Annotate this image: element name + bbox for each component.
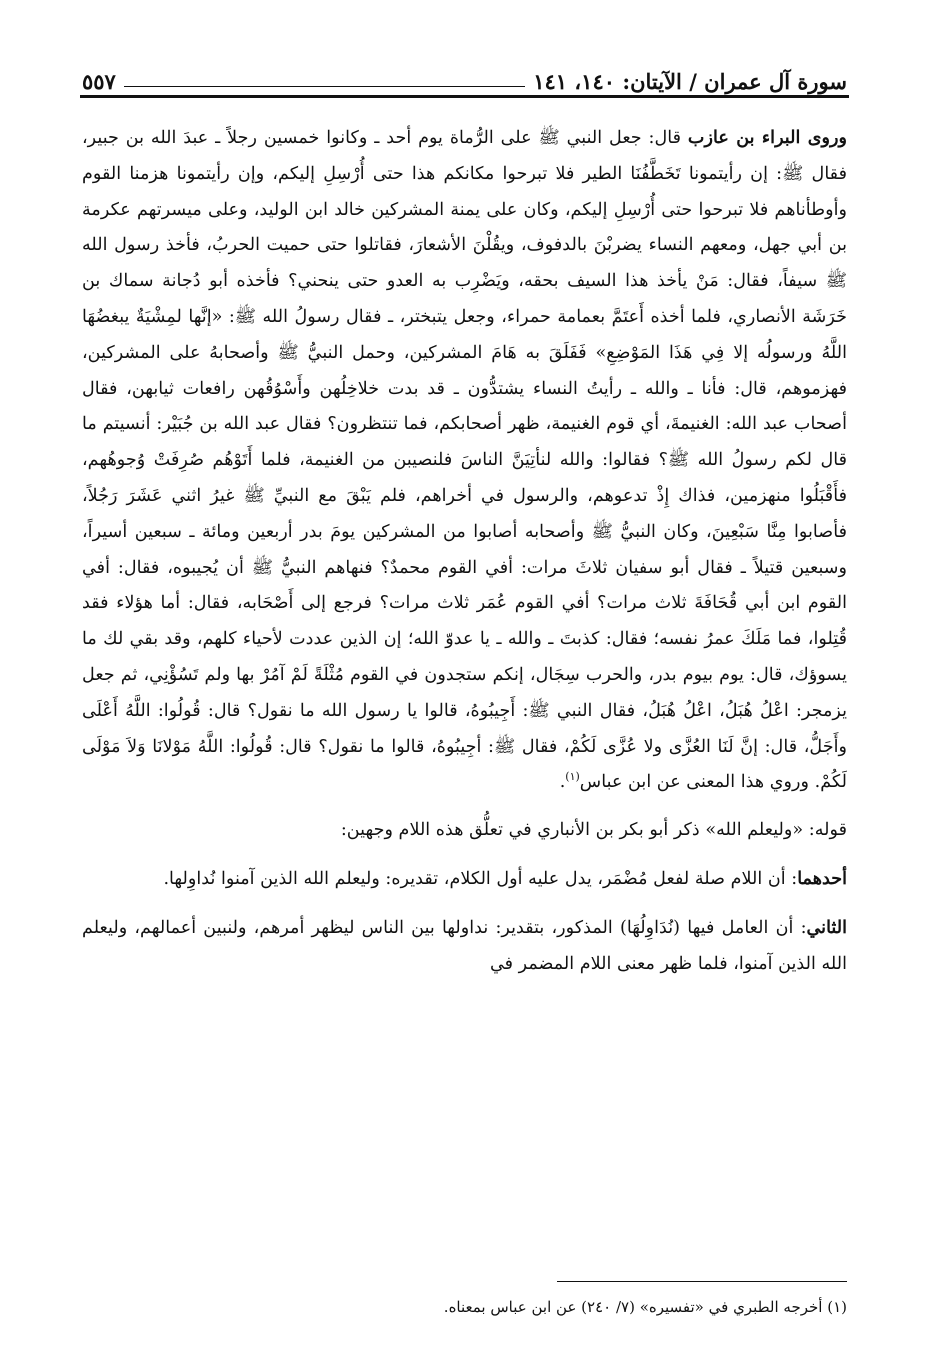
- paragraph-hadith: وروى البراء بن عازب قال: جعل النبي ﷺ على الرُّماة يوم أحد ـ وكانوا خمسين رجلاً ـ عبدَ الله بن جبير، فقال ﷺ: إن رأيتمونا تَخَطَّفُنَا الطير فلا تبرحوا مكانكم هذا حتى أُرْسِلِ إليكم، وإن رأيتمونا هزمنا القوم وأوطأناهم فلا تبرحوا حتى أُرْسِلِ إليكم، وكان على يمنة المشركين خالد ابن الوليد، وعلى ميسرتهم عكرمة بن أبي جهل، ومعهم النساء يضربْنَ بالدفوف، ويقُلْنَ الأشعارَ، فقاتلوا حتى حميت الحربُ، فأخذ رسول الله ﷺ سيفاً، فقال: مَنْ يأخذ هذا السيف بحقه، ويَضْرِب به العدو حتى ينحني؟ فأخذه أبو دُجانة سماك بن خَرَشَة الأنصاري، فلما أخذه أَعتَمَّ بعمامة حمراء، وجعل يتبختر، ـ فقال رسولُ الله ﷺ: «إنَّها لمِشْيَةٌ يبغضُهَا اللَّهُ ورسولُه إلا فِي هَذَا المَوْضِعِ» فَفَلَقَ به هَامَ المشركين، وحمل النبيُّ ﷺ وأصحابهُ على المشركين، فهزموهم، قال: فأنا ـ والله ـ رأيتُ النساء يشتدُّون ـ قد بدت خلاخِلُهن وأَسْوُقُهن رافعات ثيابهن، فقال أصحاب عبد الله: الغنيمةَ، أي قوم الغنيمة، ظهر أصحابكم، فما تنتظرون؟ فقال عبد الله بن جُبَيْر: أنسيتم ما قال لكم رسولُ الله ﷺ؟ فقالوا: والله لنأتِيَنَّ الناسَ فلنصيبن من الغنيمة، فلما أَتَوْهُم صُرِفَتْ وُجوهُهم، فأَقْبَلُوا منهزمين، فذاك إِذْ تدعوهم، والرسول في أخراهم، فلم يَبْقَ مع النبيِّ ﷺ غيرُ اثني عَشَرَ رَجُلاً، فأصابوا مِنَّا سَبْعِينَ، وكان النبيُّ ﷺ وأصحابه أصابوا من المشركين يومَ بدر أربعين ومائة ـ سبعين أسيراً، وسبعين قتيلاً ـ فقال أبو سفيان ثلاثَ مرات: أفي القوم محمدٌ؟ فنهاهم النبيُّ ﷺ أن يُجيبوه، فقال: أفي القوم ابن أبي قُحَافَةَ ثلاث مرات؟ أفي القوم عُمَر ثلاث مرات؟ فرجع إلى أَصْحَابه، فقال: أما هؤلاء فقد قُتِلوا، فما مَلَكَ عمرُ نفسه؛ فقال: كذبتَ ـ والله ـ يا عدوّ الله؛ إن الذين عددت لأحياء كلهم، وقد بقي لك ما يسوؤك، قال: يوم بيوم بدر، والحرب سِجَال، إنكم ستجدون في القوم مُثْلَةً لَمْ آمُرْ بها ولم تَسُؤْنِي، ثم جعل يزمجر: اعْلُ هُبَلُ، اعْلُ هُبَلُ، فقال النبي ﷺ: أَجِيبُوهُ، قالوا يا رسول الله ما نقول؟ قال: قُولُوا: اللَّهُ أَعْلَى وأَجَلُّ، قال: إنَّ لَنَا العُزَّى ولا عُزَّى لَكُمْ، فقال ﷺ: أجِيبُوهُ، قالوا ما نقول؟ قال: قُولُوا: اللَّهُ مَوْلانَا وَلاَ مَوْلَى لَكُمْ. وروي هذا المعنى عن ابن عباس$^{(١)}$.: [82, 127, 847, 793]
- footnote: (١) أخرجه الطبري في «تفسيره» (٧/ ٢٤٠) عن ابن عباس بمعناه.: [443, 1298, 847, 1316]
- surah-title: سورة آل عمران / الآيتان: ١٤٠، ١٤١: [533, 69, 847, 94]
- header-rule: [80, 95, 849, 98]
- paragraph-first-view: [82, 861, 847, 898]
- paragraph-body: قوله: «وليعلم الله» ذكر أبو بكر بن الأنباري في تعلُّق هذه اللام وجهين:: [340, 820, 847, 841]
- main-text: [82, 120, 847, 982]
- paragraph-body: : أن اللام صلة لفعل مُضْمَر، يدل عليه أول الكلام، تقديره: وليعلم الله الذين آمنوا نُداوِلها.: [163, 868, 798, 889]
- page-number: ٥٥٧: [82, 69, 116, 94]
- paragraph-lead: وروى البراء بن عازب: [687, 127, 847, 148]
- paragraph-body: : أن العامل فيها (نُدَاوِلُهَا) المذكور، بتقدير: نداولها بين الناس ليظهر أمرهم، ولنبين أعمالهم، وليعلم الله الذين آمنوا، فلما ظهر معنى اللام المضمر في: [82, 917, 847, 974]
- paragraph-second-view: [82, 910, 847, 983]
- running-header: [82, 58, 847, 94]
- header-leader-line: [124, 86, 525, 87]
- paragraph-body: قال: جعل النبي ﷺ على الرُّماة يوم أحد ـ وكانوا خمسين رجلاً ـ عبدَ الله بن جبير، فقال ﷺ: إن رأيتمونا تَخَطَّفُنَا الطير فلا تبرحوا مكانكم هذا حتى أُرْسِلِ إليكم، وإن رأيتمونا هزمنا القوم وأوطأناهم فلا تبرحوا حتى أُرْسِلِ إليكم، وكان على يمنة المشركين خالد ابن الوليد، وعلى ميسرتهم عكرمة بن أبي جهل، ومعهم النساء يضربْنَ بالدفوف، ويقُلْنَ الأشعارَ، فقاتلوا حتى حميت الحربُ، فأخذ رسول الله ﷺ سيفاً، فقال: مَنْ يأخذ هذا السيف بحقه، ويَضْرِب به العدو حتى ينحني؟ فأخذه أبو دُجانة سماك بن خَرَشَة الأنصاري، فلما أخذه أَعتَمَّ بعمامة حمراء، وجعل يتبختر، ـ فقال رسولُ الله ﷺ: «إنَّها لمِشْيَةٌ يبغضُهَا اللَّهُ ورسولُه إلا فِي هَذَا المَوْضِعِ» فَفَلَقَ به هَامَ المشركين، وحمل النبيُّ ﷺ وأصحابهُ على المشركين، فهزموهم، قال: فأنا ـ والله ـ رأيتُ النساء يشتدُّون ـ قد بدت خلاخِلُهن وأَسْوُقُهن رافعات ثيابهن، فقال أصحاب عبد الله: الغنيمةَ، أي قوم الغنيمة، ظهر أصحابكم، فما تنتظرون؟ فقال عبد الله بن جُبَيْر: أنسيتم ما قال لكم رسولُ الله ﷺ؟ فقالوا: والله لنأتِيَنَّ الناسَ فلنصيبن من الغنيمة، فلما أَتَوْهُم صُرِفَتْ وُجوهُهم، فأَقْبَلُوا منهزمين، فذاك إِذْ تدعوهم، والرسول في أخراهم، فلم يَبْقَ مع النبيِّ ﷺ غيرُ اثني عَشَرَ رَجُلاً، فأصابوا مِنَّا سَبْعِينَ، وكان النبيُّ ﷺ وأصحابه أصابوا من المشركين يومَ بدر أربعين ومائة ـ سبعين أسيراً، وسبعين قتيلاً ـ فقال أبو سفيان ثلاثَ مرات: أفي القوم محمدٌ؟ فنهاهم النبيُّ ﷺ أن يُجيبوه، فقال: أفي القوم ابن أبي قُحَافَةَ ثلاث مرات؟ أفي القوم عُمَر ثلاث مرات؟ فرجع إلى أَصْحَابه، فقال: أما هؤلاء فقد قُتِلوا، فما مَلَكَ عمرُ نفسه؛ فقال: كذبتَ ـ والله ـ يا عدوّ الله؛ إن الذين عددت لأحياء كلهم، وقد بقي لك ما يسوؤك، قال: يوم بيوم بدر، والحرب سِجَال، إنكم ستجدون في القوم مُثْلَةً لَمْ آمُرْ بها ولم تَسُؤْنِي، ثم جعل يزمجر: اعْلُ هُبَلُ، اعْلُ هُبَلُ، فقال النبي ﷺ: أَجِيبُوهُ، قالوا يا رسول الله ما نقول؟ قال: قُولُوا: اللَّهُ أَعْلَى وأَجَلُّ، قال: إنَّ لَنَا العُزَّى ولا عُزَّى لَكُمْ، فقال ﷺ: أجِيبُوهُ، قالوا ما نقول؟ قال: قُولُوا: اللَّهُ مَوْلانَا وَلاَ مَوْلَى لَكُمْ. وروي هذا المعنى عن ابن عباس: [82, 128, 847, 793]
- paragraph-commentary: [82, 813, 847, 849]
- footnote-marker: (١): [565, 770, 580, 784]
- paragraph-lead: أحدهما: [797, 867, 847, 889]
- footnote-separator: [557, 1281, 847, 1282]
- paragraph-lead: الثاني: [806, 916, 847, 938]
